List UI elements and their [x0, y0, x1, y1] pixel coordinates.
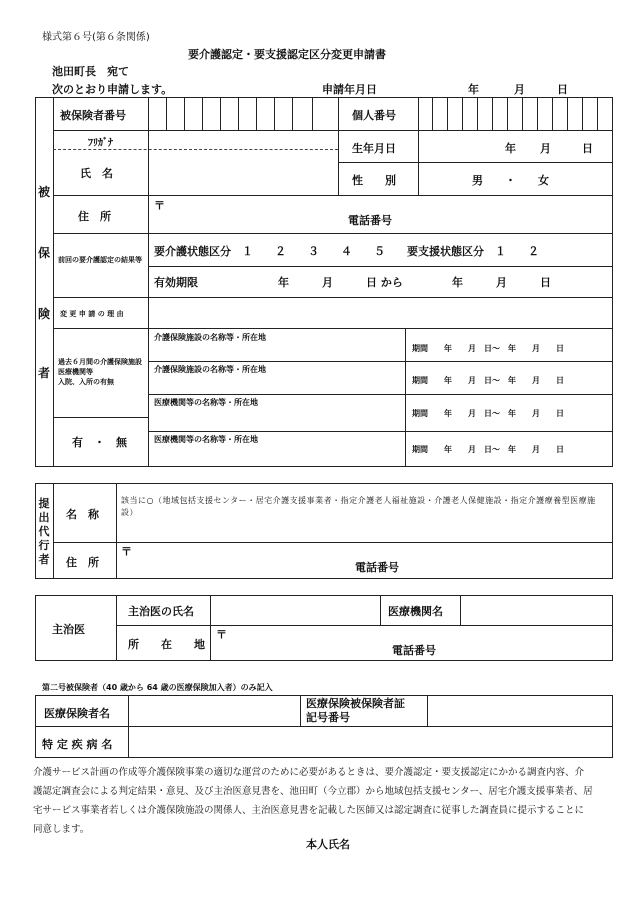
agent-vertical-2: 出	[38, 511, 50, 524]
care-level-line[interactable]: 要介護状態区分 １ ２ ３ ４ ５ 要支援状態区分 １ ２	[154, 245, 539, 258]
form-number: 様式第６号(第６条関係)	[42, 32, 150, 43]
agent-vertical-3: 代	[38, 525, 50, 538]
agent-name-label: 名 称	[66, 508, 99, 521]
address-label: 住 所	[78, 210, 111, 223]
facility-label-2: 介護保険施設の名称等・所在地	[154, 365, 266, 374]
medical-institution-label: 医療機関名	[388, 605, 443, 618]
birth-day: 日	[582, 142, 593, 155]
date-month: 月	[514, 83, 525, 96]
period-1: 期間 年 月 日〜 年 月 日	[412, 344, 564, 353]
agent-postal-mark: 〒	[121, 545, 132, 558]
doctor-name-label: 主治医の氏名	[128, 605, 194, 618]
doctor-postal-mark: 〒	[216, 628, 227, 641]
birth-month: 月	[540, 142, 551, 155]
page-title: 要介護認定・要支援認定区分変更申請書	[188, 48, 386, 61]
agent-address-label: 住 所	[66, 556, 99, 569]
second-insured-note: 第二号被保険者（40 歳から 64 歳の医療保険加入者）のみ記入	[42, 683, 273, 692]
birth-year: 年	[505, 142, 516, 155]
doctor-section-label: 主治医	[52, 623, 85, 636]
agent-vertical-5: 者	[38, 553, 50, 566]
agent-phone-label: 電話番号	[355, 561, 399, 574]
agent-vertical-4: 行	[38, 539, 50, 552]
personal-number-label: 個人番号	[352, 109, 396, 122]
valid-period-to: 年 月 日	[452, 276, 551, 289]
date-year: 年	[468, 83, 479, 96]
agent-vertical-1: 提	[38, 497, 50, 510]
valid-period-label: 有効期限	[154, 276, 198, 289]
application-date-label: 申請年月日	[322, 83, 377, 96]
change-reason-label: 変 更 申 請 の 理 由	[60, 310, 124, 318]
doctor-location-label: 所 在 地	[128, 638, 205, 651]
sex-label: 性 別	[352, 174, 396, 187]
phone-label: 電話番号	[348, 214, 392, 227]
insured-card-label: 医療保険被保険者証 記号番号	[306, 697, 405, 724]
insured-vertical-2: 保	[37, 246, 50, 260]
period-4: 期間 年 月 日〜 年 月 日	[412, 445, 564, 454]
prev-result-label: 前回の要介護認定の結果等	[58, 256, 142, 264]
facility-label-1: 介護保険施設の名称等・所在地	[154, 333, 266, 342]
agent-note: 該当に○（地域包括支援センター・居宅介護支援事業者・指定介護老人福祉施設・介護老人保健施設・指定介護療養型医療施設）	[121, 496, 596, 517]
insurer-name-label: 医療保険者名	[44, 707, 110, 720]
medical-label-2: 医療機関等の名称等・所在地	[154, 435, 258, 444]
intro-text: 次のとおり申請します。	[52, 83, 173, 96]
birthdate-label: 生年月日	[352, 142, 396, 155]
signature-label: 本人氏名	[306, 838, 350, 851]
doctor-table	[35, 595, 613, 661]
name-label: 氏 名	[80, 167, 113, 180]
past-six-months-label: 過去６月間の介護保険施設 医療機関等 入院、入所の有無	[58, 358, 142, 386]
valid-period-from: 年 月 日 から	[278, 276, 403, 289]
medical-label-1: 医療機関等の名称等・所在地	[154, 398, 258, 407]
addressee: 池田町長 宛て	[52, 65, 129, 78]
insured-vertical-1: 被	[37, 185, 50, 199]
specific-disease-label: 特 定 疾 病 名	[42, 738, 113, 751]
insured-vertical-4: 者	[37, 366, 50, 380]
consent-text: 介護サービス計画の作成等介護保険事業の適切な運営のために必要があるときは、要介護認定・要支援認定にかかる調査内容、介護認定調査会による判定結果・意見、及び主治医意見書を、池田町（今立郡）から地域包括支援センター、居宅介護支援事業者、居宅サービス事業者若しくは介護保険施設の関係人、主治医意見書を記載した医師又は認定調査に従事した調査員に提示することに同意します。	[33, 767, 593, 835]
postal-mark: 〒	[154, 199, 165, 212]
insured-vertical-3: 険	[37, 307, 50, 321]
yes-no-option[interactable]: 有 ・ 無	[72, 436, 127, 449]
doctor-phone-label: 電話番号	[392, 644, 436, 657]
insured-number-label: 被保険者番号	[60, 109, 126, 122]
period-2: 期間 年 月 日〜 年 月 日	[412, 376, 564, 385]
furigana-label: ﾌﾘｶﾞﾅ	[88, 138, 113, 149]
period-3: 期間 年 月 日〜 年 月 日	[412, 409, 564, 418]
date-day: 日	[557, 83, 568, 96]
sex-options[interactable]: 男 ・ 女	[472, 174, 549, 187]
